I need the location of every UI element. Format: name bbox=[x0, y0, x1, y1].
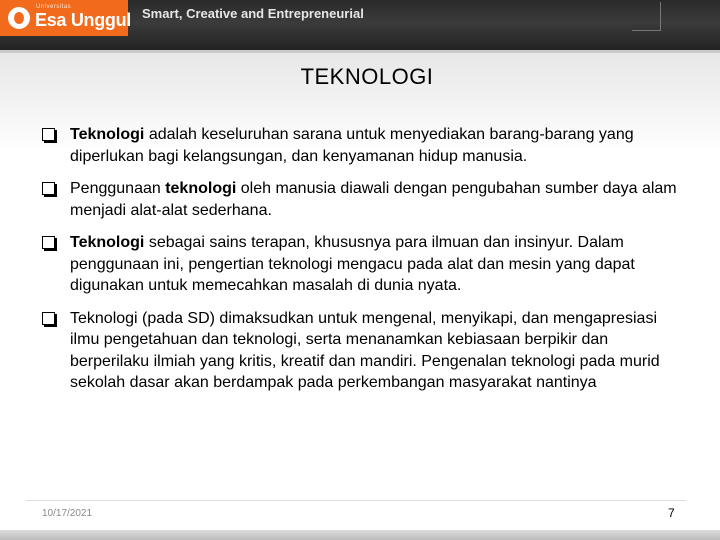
slide-content bbox=[42, 124, 682, 405]
page-number: 7 bbox=[668, 506, 675, 520]
footer-divider bbox=[26, 500, 686, 501]
bullet-bold-term: Teknologi bbox=[70, 234, 145, 251]
checkbox-bullet-icon bbox=[42, 236, 55, 249]
logo-text: Esa Unggul bbox=[35, 10, 132, 30]
header-bar bbox=[0, 0, 720, 50]
bullet-bold-term: Teknologi bbox=[70, 126, 145, 143]
checkbox-bullet-icon bbox=[42, 128, 55, 141]
checkbox-bullet-icon bbox=[42, 182, 55, 195]
bullet-item bbox=[42, 308, 682, 394]
bullet-item bbox=[42, 124, 682, 167]
bullet-text-prefix: Penggunaan bbox=[70, 180, 166, 197]
university-logo bbox=[0, 0, 132, 36]
header-decoration bbox=[632, 2, 661, 31]
bullet-bold-term: teknologi bbox=[165, 180, 237, 197]
footer-bar bbox=[0, 530, 720, 540]
checkbox-bullet-icon bbox=[42, 312, 55, 325]
logo-small-text: Universitas bbox=[36, 4, 72, 10]
footer-date: 10/17/2021 bbox=[42, 508, 93, 519]
tagline: Smart, Creative and Entrepreneurial bbox=[142, 6, 364, 21]
bullet-text: adalah keseluruhan sarana untuk menyediakan barang-barang yang diperlukan bagi kelangsungan, dan kenyamanan hidup manusia. bbox=[70, 126, 634, 165]
bullet-text: Teknologi (pada SD) dimaksudkan untuk mengenal, menyikapi, dan mengapresiasi ilmu pengetahuan dan teknologi, serta menanamkan kebiasaan berpikir dan berperilaku ilmiah yang kritis, kreatif dan mandiri. Pengenalan teknologi pada murid sekolah dasar akan berdampak pada perkembangan masyarakat nantinya bbox=[70, 309, 660, 391]
bullet-item bbox=[42, 232, 682, 297]
bullet-text: sebagai sains terapan, khususnya para ilmuan dan insinyur. Dalam penggunaan ini, pengertian teknologi mengacu pada alat dan mesin yang dapat digunakan untuk memecahkan masalah di dunia nyata. bbox=[70, 234, 635, 294]
bullet-text: oleh manusia diawali dengan pengubahan sumber daya alam menjadi alat-alat sederhana. bbox=[70, 180, 677, 219]
slide-title: TEKNOLOGI bbox=[300, 64, 434, 89]
logo-emblem-icon bbox=[8, 7, 30, 29]
bullet-item bbox=[42, 178, 682, 221]
